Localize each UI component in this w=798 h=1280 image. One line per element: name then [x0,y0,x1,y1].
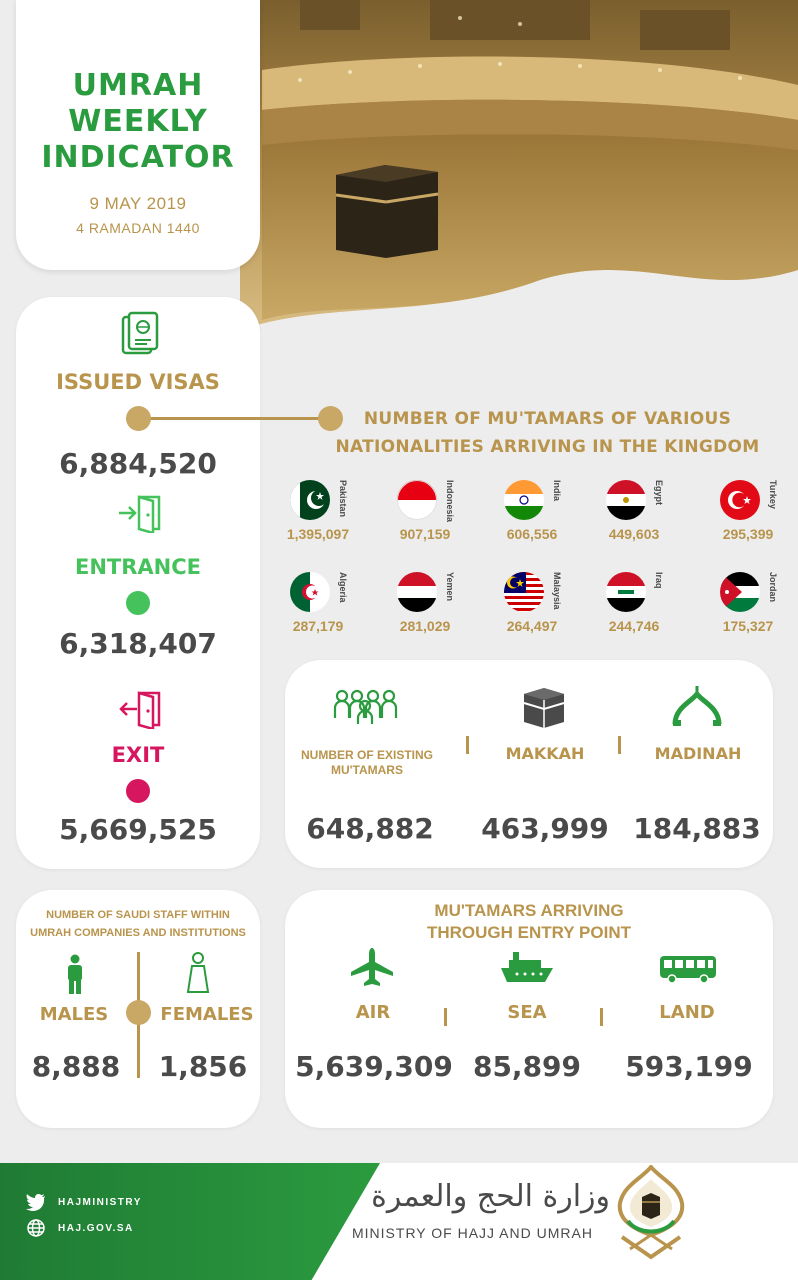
existing-total-label-line1: NUMBER OF EXISTING [300,748,433,762]
staff-heading-line2: UMRAH COMPANIES AND INSTITUTIONS [30,927,246,939]
country-algeria [278,572,382,652]
title-line-3: INDICATOR [41,140,235,175]
country-value: 281,029 [399,618,451,634]
issued-visas-value: 6,884,520 [59,447,217,480]
males-label: MALES [39,1004,109,1025]
staff-divider-dot [126,1000,151,1025]
twitter-handle[interactable]: HAJMINISTRY [58,1197,142,1208]
date-hijri: 4 RAMADAN 1440 [76,220,200,236]
exit-door-icon [117,689,163,729]
separator [618,736,621,754]
saudi-staff-card [16,890,260,1128]
entrance-dot [126,591,150,615]
country-name: Yemen [445,572,455,602]
staff-heading [16,906,260,942]
malaysia-flag-icon [504,572,544,612]
title-line-1: UMRAH [72,68,204,103]
bus-icon [659,954,717,984]
country-value: 287,179 [292,618,344,634]
makkah-label: MAKKAH [505,744,585,763]
country-name: Pakistan [338,480,348,518]
entrance-door-icon [117,493,163,533]
yemen-flag-icon [397,572,437,612]
country-name: Malaysia [552,572,562,610]
airplane-icon [349,946,395,986]
country-value: 295,399 [722,526,774,542]
ministry-name-english: MINISTRY OF HAJJ AND UMRAH [352,1225,593,1241]
country-yemen [385,572,489,652]
iraq-flag-icon [606,572,646,612]
land-value: 593,199 [625,1050,753,1083]
ministry-logo-icon [616,1165,686,1261]
entrance-value: 6,318,407 [59,627,217,660]
title-line-2: WEEKLY [68,104,208,139]
existing-total-label-line2: MU'TAMARS [331,763,403,777]
country-value: 244,746 [608,618,660,634]
country-name: Algeria [338,572,348,603]
madinah-label: MADINAH [654,744,742,763]
nationalities-heading-line1: NUMBER OF MU'TAMARS OF VARIOUS [363,409,732,429]
separator [444,1008,447,1026]
kaaba-icon [521,686,567,728]
sea-label: SEA [507,1002,547,1023]
country-name: Turkey [768,480,778,509]
separator [466,736,469,754]
existing-total-value: 648,882 [306,812,434,845]
country-value: 907,159 [399,526,451,542]
issued-visas-label: ISSUED VISAS [56,370,220,394]
air-value: 5,639,309 [295,1050,453,1083]
title-card [16,0,260,270]
twitter-icon [26,1193,46,1211]
country-iraq [594,572,698,652]
egypt-flag-icon [606,480,646,520]
turkey-flag-icon [720,480,760,520]
country-value: 1,395,097 [286,526,350,542]
makkah-value: 463,999 [481,812,609,845]
existing-mutamars-card [285,660,773,868]
madinah-value: 184,883 [633,812,761,845]
globe-icon [27,1219,45,1237]
country-jordan [708,572,798,652]
country-turkey [708,480,798,560]
females-value: 1,856 [158,1050,248,1083]
date-gregorian: 9 MAY 2019 [89,194,187,213]
country-name: India [552,480,562,502]
existing-total-label [285,748,449,778]
country-name: Jordan [768,572,778,603]
ministry-name-arabic: وزارة الحج والعمرة [371,1179,610,1214]
exit-value: 5,669,525 [59,813,217,846]
country-name: Iraq [654,572,664,589]
country-value: 449,603 [608,526,660,542]
ship-icon [499,948,555,984]
india-flag-icon [504,480,544,520]
country-value: 264,497 [506,618,558,634]
country-indonesia [385,480,489,560]
pakistan-flag-icon [290,480,330,520]
nationalities-heading-line2: NATIONALITIES ARRIVING IN THE KINGDOM [335,437,760,457]
entry-heading-line1: MU'TAMARS ARRIVING [434,901,624,920]
country-value: 175,327 [722,618,774,634]
visa-stats-card [16,297,260,869]
exit-dot [126,779,150,803]
dome-icon [671,686,723,726]
footer [0,1163,798,1280]
website-link[interactable]: HAJ.GOV.SA [58,1223,134,1234]
exit-label: EXIT [111,743,165,767]
indonesia-flag-icon [397,480,437,520]
sea-value: 85,899 [472,1050,582,1083]
entry-heading [285,900,773,944]
air-label: AIR [355,1002,391,1023]
land-label: LAND [659,1002,715,1023]
jordan-flag-icon [720,572,760,612]
male-icon [64,954,86,994]
females-label: FEMALES [160,1004,254,1025]
country-value: 606,556 [506,526,558,542]
entrance-label: ENTRANCE [75,555,201,579]
nationalities-heading [300,405,795,461]
country-india [492,480,596,560]
separator [600,1008,603,1026]
entry-points-card [285,890,773,1128]
staff-heading-line1: NUMBER OF SAUDI STAFF WITHIN [46,909,230,921]
footer-green-band [0,1163,380,1280]
country-name: Indonesia [445,480,455,523]
female-icon [186,952,210,994]
country-egypt [594,480,698,560]
passport-icon [120,311,160,355]
algeria-flag-icon [290,572,330,612]
connector-dot-left [126,406,151,431]
entry-heading-line2: THROUGH ENTRY POINT [426,923,631,942]
country-pakistan [278,480,382,560]
males-value: 8,888 [31,1050,121,1083]
group-people-icon [333,688,399,724]
country-name: Egypt [654,480,664,506]
country-malaysia [492,572,596,652]
